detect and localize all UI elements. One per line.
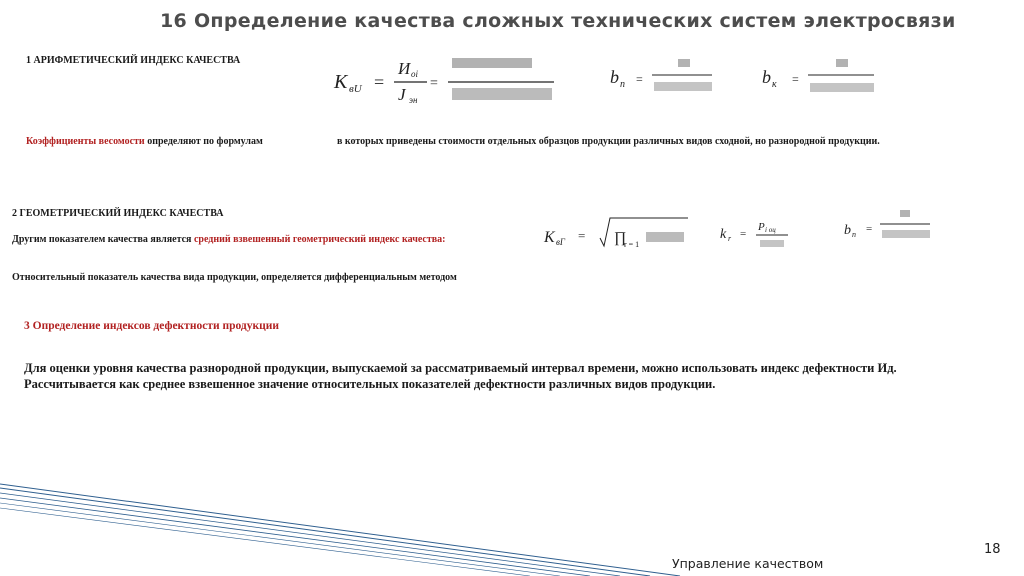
footer-text: Управление качеством [672, 556, 824, 571]
formula-eq: = [636, 72, 643, 86]
formula-eq: = [792, 72, 799, 86]
geometric-index-formula [542, 210, 692, 256]
geometric-intro-text: Другим показателем качества является [12, 234, 192, 245]
section1-heading: 1 АРИФМЕТИЧЕСКИЙ ИНДЕКС КАЧЕСТВА [26, 55, 241, 66]
formula-lhs: b [762, 67, 771, 87]
blurred-term [646, 232, 684, 242]
formula-eq: = [374, 72, 385, 92]
formula-num: P [758, 221, 765, 233]
formula-lhs: b [844, 223, 851, 238]
weights-highlight: Коэффициенты весомости [26, 136, 145, 147]
relative-index-formula [718, 214, 798, 254]
defect-para-1: Для оценки уровня качества разнородной продукции, выпускаемой за рассматриваемый интервал времени, можно использовать индекс дефектности Ид. [24, 361, 897, 375]
formula-den-sub: эн [409, 95, 418, 105]
formula-den: J [398, 85, 406, 104]
formula-lhs-sub: r [728, 234, 732, 243]
formula-product: ∏ [614, 230, 627, 246]
formula-lhs-sub: п [852, 230, 856, 239]
formula-lhs: К [544, 229, 555, 246]
blurred-denominator [810, 83, 874, 92]
geometric-intro [12, 234, 446, 245]
page-number: 18 [984, 542, 1001, 557]
blurred-numerator [678, 59, 690, 67]
weight-formula-bk [760, 55, 880, 105]
section3-heading: 3 Определение индексов дефектности продукции [24, 320, 279, 332]
weights-text: определяют по формулам [147, 136, 263, 147]
formula-lhs-sub: вU [349, 83, 362, 95]
weight-formula-bp [608, 55, 718, 103]
formula-eq: = [866, 223, 873, 235]
decorative-stripes [0, 470, 700, 576]
weight-formula-bp-2 [842, 206, 942, 250]
formula-lhs: k [720, 227, 727, 242]
weights-line [26, 136, 263, 147]
relative-indicator: Относительный показатель качества вида продукции, определяется дифференциальным методом [12, 272, 457, 283]
defect-para-2: Рассчитывается как среднее взвешенное значение относительных показателей дефектности различных видов продукции. [24, 377, 716, 391]
blurred-numerator [836, 59, 848, 67]
formula-lhs-sub: к [772, 79, 777, 90]
formula-lhs: К [334, 71, 348, 93]
formula-lhs: b [610, 67, 619, 87]
weights-note: в которых приведены стоимости отдельных образцов продукции различных видов сходной, но разнородной продукции. [337, 136, 880, 147]
slide-title: 16 Определение качества сложных технических систем электросвязи [160, 10, 956, 32]
blurred-denominator [760, 240, 784, 247]
geometric-intro-highlight: средний взвешенный геометрический индекс качества: [193, 234, 446, 245]
blurred-numerator [452, 58, 532, 68]
formula-num: И [398, 59, 411, 78]
blurred-numerator [900, 210, 910, 217]
formula-eq: = [578, 228, 586, 243]
formula-eq2: = [430, 76, 438, 91]
arithmetic-index-formula [332, 52, 562, 110]
blurred-denominator [882, 230, 930, 238]
blurred-denominator [654, 82, 712, 91]
formula-product-sub: r = 1 [624, 240, 640, 249]
formula-num-sub: і оц [765, 226, 776, 234]
blurred-denominator [452, 88, 552, 100]
section2-heading: 2 ГЕОМЕТРИЧЕСКИЙ ИНДЕКС КАЧЕСТВА [12, 208, 224, 219]
formula-num-sub: оі [411, 69, 419, 79]
formula-eq: = [740, 228, 747, 240]
formula-lhs-sub: вГ [556, 237, 566, 247]
defect-index-paragraph [24, 360, 924, 392]
formula-lhs-sub: п [620, 79, 625, 90]
